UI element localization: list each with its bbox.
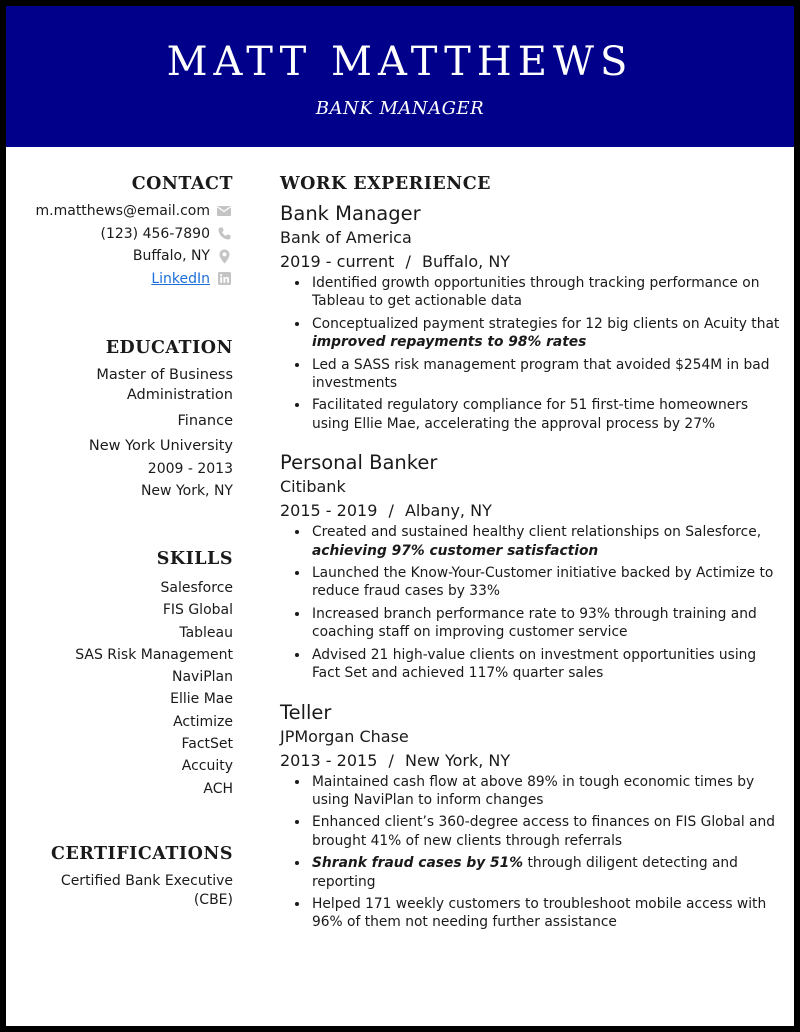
- linkedin-link[interactable]: LinkedIn: [151, 270, 210, 287]
- job-entry: [280, 202, 780, 433]
- job-separator: /: [388, 501, 394, 521]
- job-title: Personal Banker: [280, 451, 438, 475]
- job-company: JPMorgan Chase: [280, 726, 409, 746]
- resume-page: [6, 6, 794, 1026]
- job-years: 2013 - 2015: [280, 750, 378, 770]
- job-bullets: [280, 773, 780, 932]
- certification-line1: Certified Bank Executive: [60, 873, 233, 889]
- work-experience-heading: WORK EXPERIENCE: [280, 174, 491, 194]
- contact-location-row: [26, 245, 233, 268]
- skill-item: FactSet: [181, 736, 233, 753]
- job-dates-line: [280, 250, 780, 274]
- job-years: 2015 - 2019: [280, 501, 378, 521]
- certifications-heading: CERTIFICATIONS: [51, 844, 233, 864]
- job-bullet: • Conceptualized payment strategies for 12 big clients on Acuity that improved repayments to 98% rates: [310, 315, 780, 352]
- skills-list: [26, 577, 233, 800]
- header-banner: [6, 6, 794, 147]
- skill-item: SAS Risk Management: [75, 646, 233, 663]
- job-location: Albany, NY: [404, 501, 492, 521]
- certifications-section: [26, 844, 233, 910]
- job-bullet: • Increased branch performance rate to 93% through training and coaching staff on improving customer service: [310, 605, 780, 642]
- job-bullet: • Maintained cash flow at above 89% in tough economic times by using NaviPlan to inform changes: [310, 773, 780, 810]
- job-dates-line: [280, 499, 780, 523]
- job-location: Buffalo, NY: [421, 252, 511, 271]
- map-pin-icon: [215, 249, 233, 264]
- work-experience-section: [280, 174, 780, 936]
- job-company: Citibank: [280, 477, 346, 497]
- certification-line2: (CBE): [193, 892, 233, 908]
- contact-email[interactable]: m.matthews@email.com: [35, 203, 210, 220]
- candidate-title: BANK MANAGER: [315, 98, 485, 119]
- job-separator: /: [388, 750, 394, 770]
- phone-icon: [215, 227, 233, 240]
- job-entry: [280, 701, 780, 932]
- skill-item: Accuity: [181, 758, 233, 775]
- job-bullet: • Identified growth opportunities through tracking performance on Tableau to get actionable data: [310, 274, 780, 311]
- skill-item: Salesforce: [160, 580, 233, 596]
- job-bullet: • Launched the Know-Your-Customer initiative backed by Actimize to reduce fraud cases by 33%: [310, 564, 780, 601]
- education-field: Finance: [177, 413, 233, 429]
- education-school: New York University: [88, 437, 233, 454]
- education-section: [26, 338, 233, 502]
- job-dates-line: [280, 749, 780, 773]
- contact-section: [26, 174, 233, 290]
- job-bullets: [280, 274, 780, 433]
- job-bullet: • Led a SASS risk management program that avoided $254M in bad investments: [310, 356, 780, 393]
- skill-item: Actimize: [173, 713, 233, 730]
- contact-phone-row: [26, 223, 233, 246]
- job-title: Bank Manager: [280, 202, 421, 225]
- skill-item: NaviPlan: [171, 669, 233, 686]
- job-company: Bank of America: [280, 228, 412, 247]
- skills-heading: SKILLS: [156, 549, 233, 569]
- contact-location: Buffalo, NY: [132, 248, 210, 265]
- job-bullet: • Created and sustained healthy client relationships on Salesforce, achieving 97% customer satisfaction: [310, 523, 780, 560]
- contact-heading: CONTACT: [131, 174, 233, 194]
- candidate-name: MATT MATTHEWS: [166, 39, 634, 85]
- education-location: New York, NY: [140, 483, 233, 499]
- contact-linkedin-row: [26, 268, 233, 291]
- job-bullet: • Enhanced client’s 360-degree access to finances on FIS Global and brought 41% of new clients through referrals: [310, 813, 780, 850]
- skill-item: FIS Global: [162, 602, 233, 619]
- job-bullet: • Shrank fraud cases by 51% through diligent detecting and reporting: [310, 854, 780, 891]
- skills-section: [26, 549, 233, 800]
- job-bullet: • Facilitated regulatory compliance for 51 first-time homeowners using Ellie Mae, accelerating the approval process by 27%: [310, 396, 780, 433]
- education-years: 2009 - 2013: [147, 461, 233, 477]
- job-bullets: [280, 523, 780, 682]
- job-title: Teller: [280, 700, 332, 724]
- contact-phone[interactable]: (123) 456-7890: [100, 225, 210, 242]
- job-entry: [280, 451, 780, 682]
- education-heading: EDUCATION: [105, 338, 233, 358]
- job-location: New York, NY: [404, 750, 511, 770]
- education-degree-line2: Administration: [126, 387, 233, 403]
- job-separator: /: [405, 252, 411, 271]
- job-bullet: • Helped 171 weekly customers to troubleshoot mobile access with 96% of them not needing further assistance: [310, 895, 780, 932]
- skill-item: Ellie Mae: [170, 691, 233, 708]
- envelope-icon: [215, 206, 233, 216]
- job-bullet: • Advised 21 high-value clients on investment opportunities using Fact Set and achieved 117% quarter sales: [310, 646, 780, 683]
- education-degree-line1: Master of Business: [96, 367, 233, 383]
- skill-item: ACH: [203, 780, 233, 797]
- contact-email-row: [26, 200, 233, 223]
- linkedin-icon: [215, 272, 233, 285]
- skill-item: Tableau: [179, 624, 233, 641]
- job-years: 2019 - current: [280, 252, 395, 271]
